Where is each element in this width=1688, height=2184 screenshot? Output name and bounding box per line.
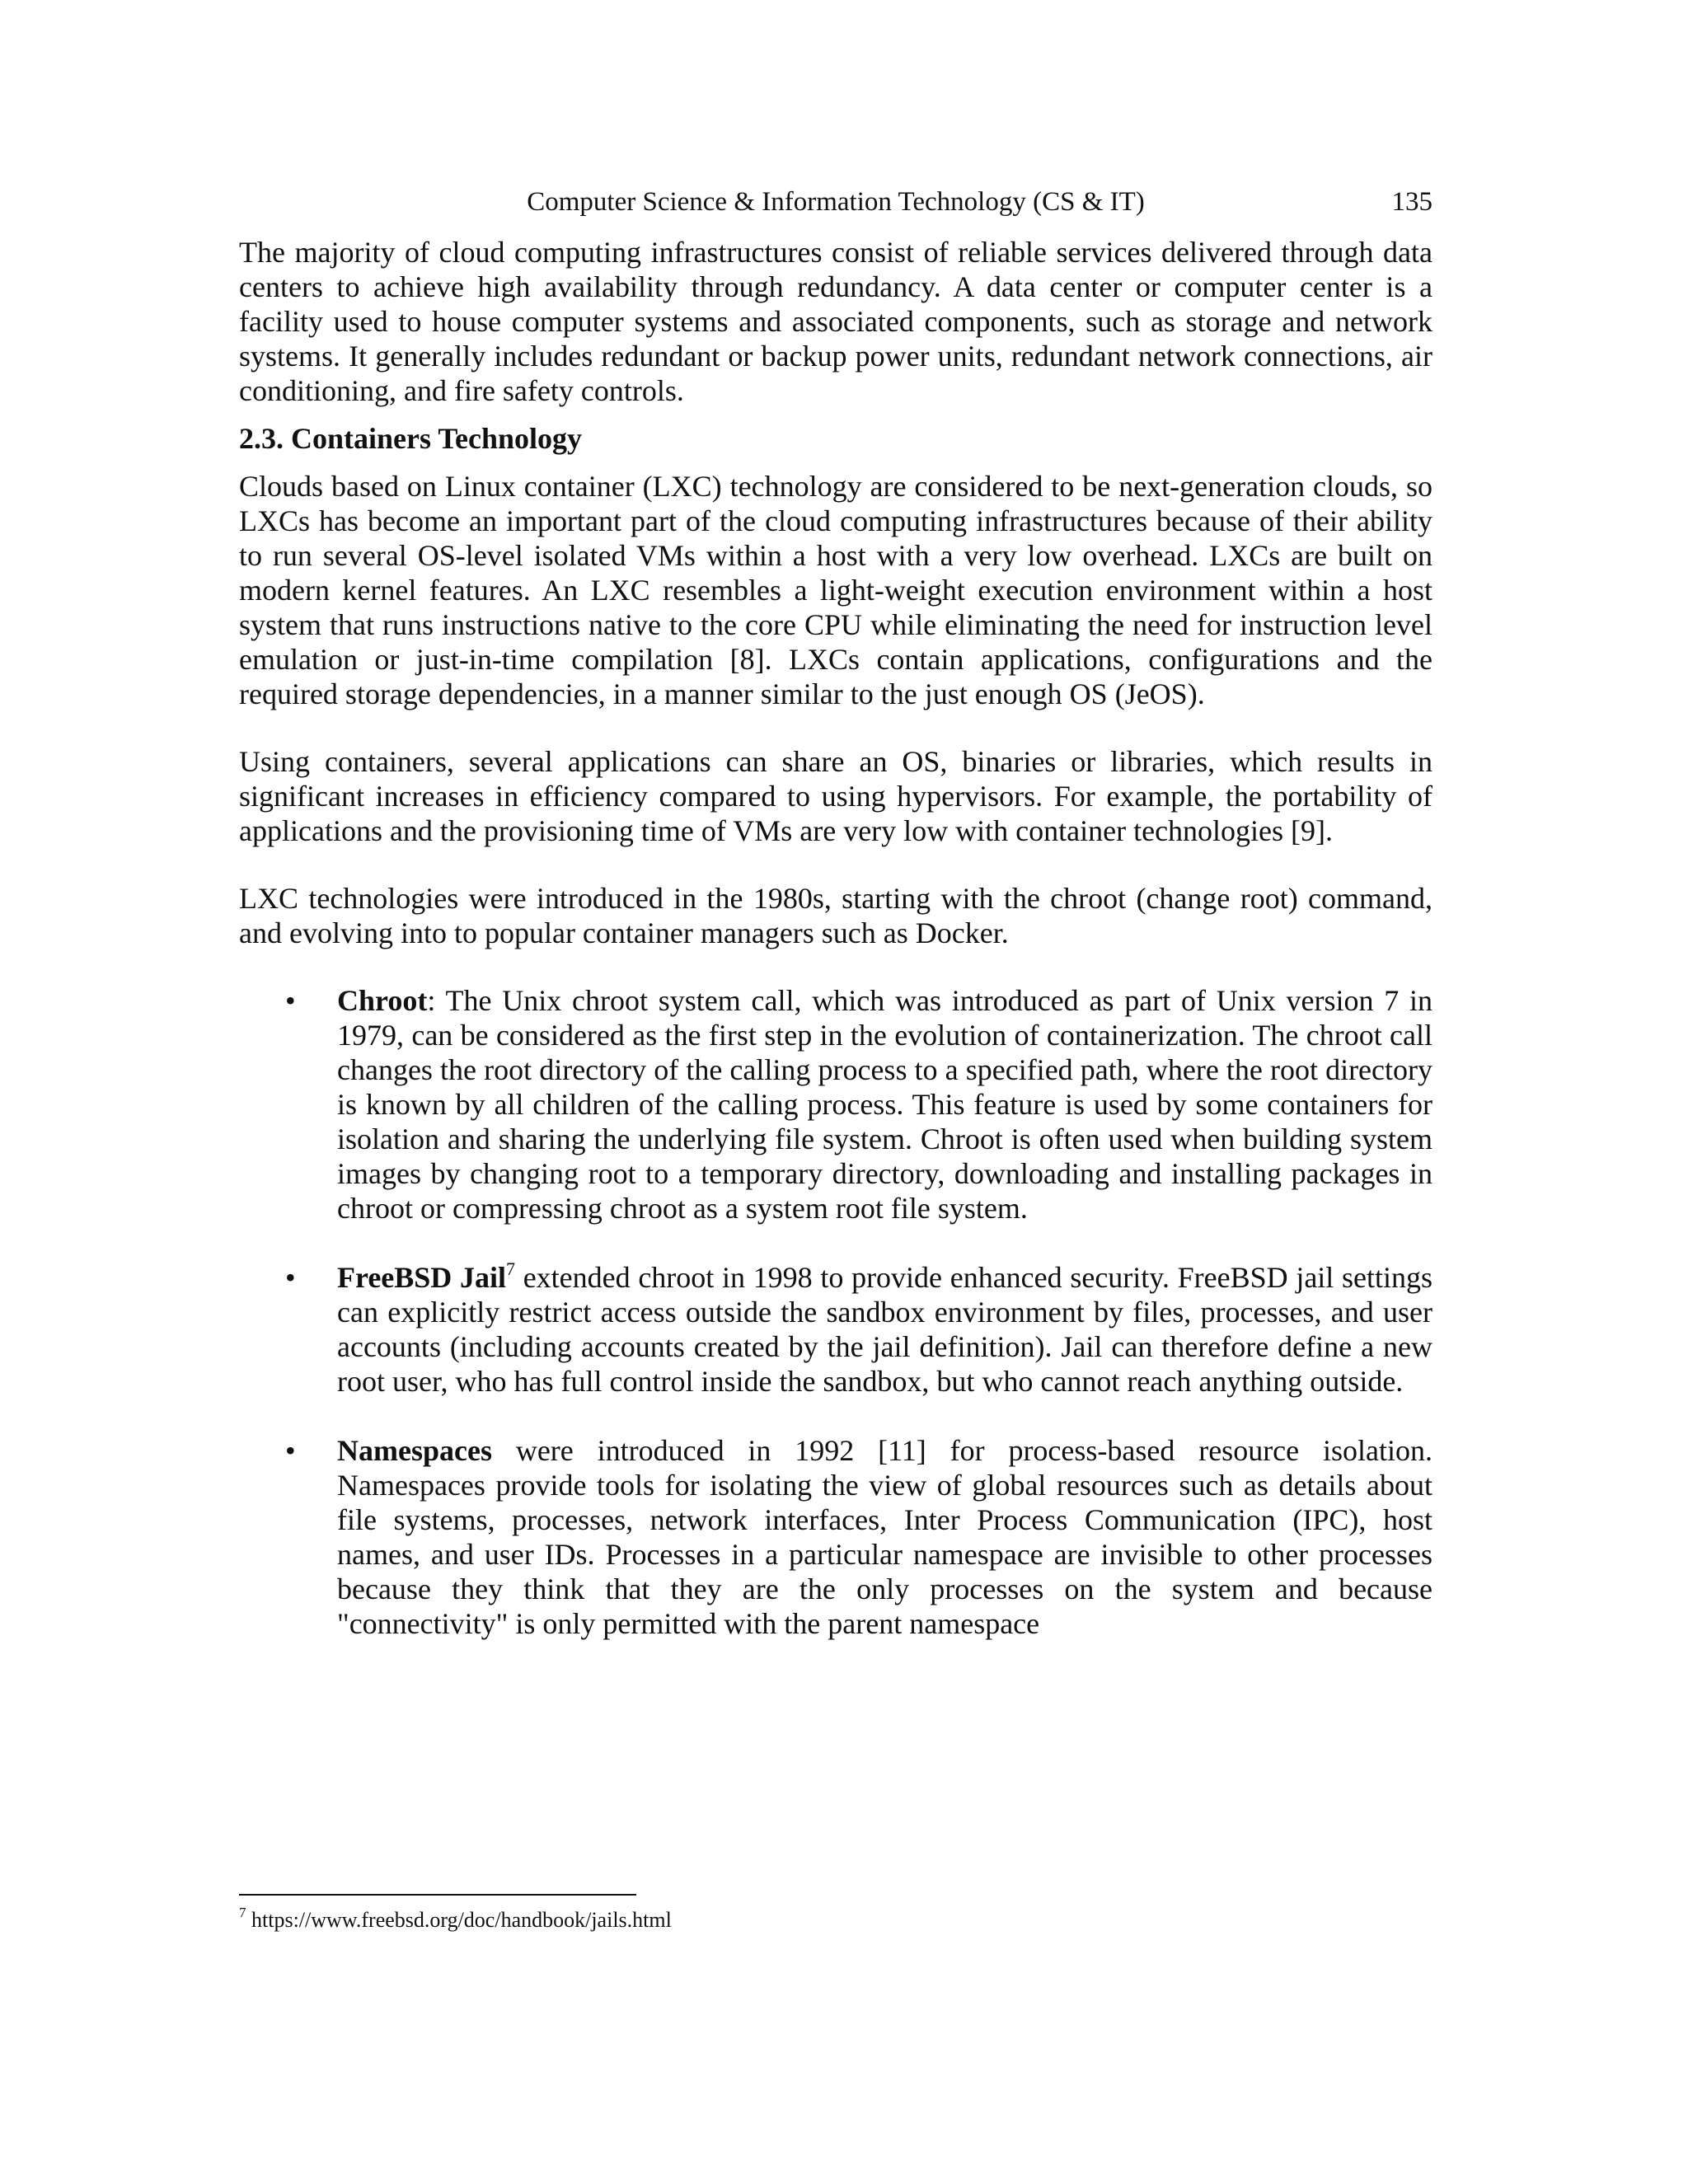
bullet-text: extended chroot in 1998 to provide enhanced security. FreeBSD jail settings can explicitly restrict access outside the sandbox environment by files, processes, and user accounts (including accounts created by the jail definition). Jail can therefore define a new root user, who has full control inside the sandbox, but who cannot reach anything outside. <box>337 1261 1433 1398</box>
bullet-term: Namespaces <box>337 1434 492 1467</box>
journal-title: Computer Science & Information Technology (CS & IT) <box>527 187 1145 217</box>
footnote-url[interactable]: https://www.freebsd.org/doc/handbook/jails.html <box>251 1908 672 1932</box>
bullet-marker: • <box>285 984 296 1017</box>
section-heading: 2.3. Containers Technology <box>239 422 583 455</box>
footnote-mark: 7 <box>239 1905 246 1921</box>
footnote-reference[interactable]: 7 <box>506 1258 516 1279</box>
bullet-list <box>239 983 1432 1641</box>
running-header <box>239 184 1432 220</box>
bullet-marker: • <box>285 1261 296 1294</box>
paragraph-containers-3: LXC technologies were introduced in the 1980s, starting with the chroot (change root) command, and evolving into to popular container managers such as Docker. <box>239 882 1432 949</box>
bullet-text: : The Unix chroot system call, which was introduced as part of Unix version 7 in 1979, can be considered as the first step in the evolution of containerization. The chroot call changes the root directory of the calling process to a specified path, where the root directory is known by all children of the calling process. This feature is used by some containers for isolation and sharing the underlying file system. Chroot is often used when building system images by changing root to a temporary directory, downloading and installing packages in chroot or compressing chroot as a system root file system. <box>337 984 1432 1225</box>
bullet-term: Chroot <box>337 984 428 1017</box>
bullet-item-chroot <box>239 983 1432 1226</box>
bullet-term: FreeBSD Jail <box>337 1261 507 1294</box>
paragraph-containers-2: Using containers, several applications can share an OS, binaries or libraries, which results in significant increases in efficiency compared to using hypervisors. For example, the portability of applications and the provisioning time of VMs are very low with container technologies [9]. <box>239 745 1432 847</box>
page-number: 135 <box>1391 187 1432 217</box>
bullet-item-namespaces <box>239 1433 1432 1641</box>
bullet-item-freebsd-jail <box>239 1260 1432 1399</box>
paragraph-intro: The majority of cloud computing infrastructures consist of reliable services delivered through data centers to achieve high availability through redundancy. A data center or computer center is a facility used to house computer systems and associated components, such as storage and network systems. It generally includes redundant or backup power units, redundant network connections, air conditioning, and fire safety controls. <box>239 236 1432 407</box>
bullet-marker: • <box>285 1434 296 1467</box>
footnote-divider <box>239 1894 636 1896</box>
footnote <box>239 1907 672 1933</box>
paragraph-containers-1: Clouds based on Linux container (LXC) technology are considered to be next-generation clouds, so LXCs has become an important part of the cloud computing infrastructures because of their ability to run several OS-level isolated VMs within a host with a very low overhead. LXCs are built on modern kernel features. An LXC resembles a light-weight execution environment within a host system that runs instructions native to the core CPU while eliminating the need for instruction level emulation or just-in-time compilation [8]. LXCs contain applications, configurations and the required storage dependencies, in a manner similar to the just enough OS (JeOS). <box>239 470 1432 710</box>
bullet-text: were introduced in 1992 [11] for process-based resource isolation. Namespaces provide tools for isolating the view of global resources such as details about file systems, processes, network interfaces, Inter Process Communication (IPC), host names, and user IDs. Processes in a particular namespace are invisible to other processes because they think that they are the only processes on the system and because "connectivity" is only permitted with the parent namespace <box>337 1434 1432 1640</box>
body-text <box>239 235 1432 1675</box>
